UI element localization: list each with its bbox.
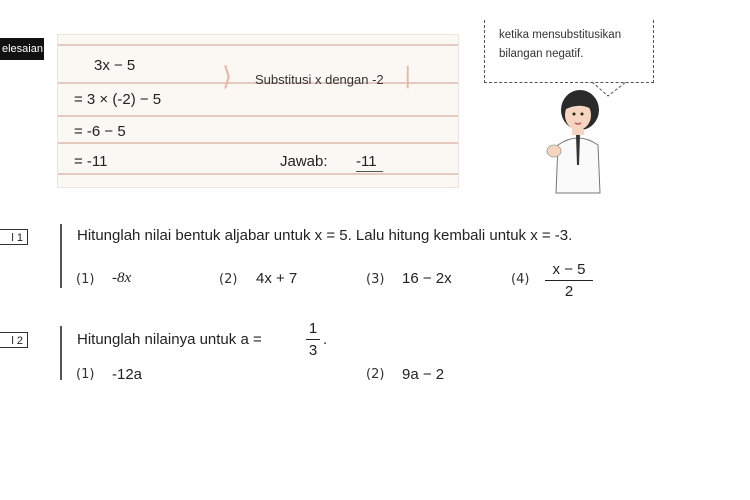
card-rule	[58, 173, 458, 175]
work-line-3: = -6 − 5	[74, 123, 126, 140]
exercise-2-item-1-number: (1)	[76, 367, 95, 382]
worked-example-card	[58, 35, 458, 187]
exercise-1-bar	[60, 224, 62, 288]
exercise-1-item-1-number: (1)	[76, 272, 95, 287]
work-line-1: 3x − 5	[94, 57, 136, 74]
card-rule	[58, 115, 458, 117]
exercise-2-item-1-expr: -12a	[112, 366, 143, 383]
exercise-2-question-suffix: .	[323, 331, 328, 348]
exercise-1-item-4-fraction	[545, 261, 593, 300]
card-rule	[58, 44, 458, 46]
exercise-1-item-3-expr: 16 − 2x	[402, 270, 452, 287]
exercise-1-item-1-expr: -8x	[112, 270, 132, 286]
work-line-4: = -11	[74, 153, 108, 170]
exercise-1-item-3-number: (3)	[366, 272, 385, 287]
speech-bubble	[484, 20, 654, 83]
exercise-1-item-4-number: (4)	[511, 272, 530, 287]
exercise-1-tag: l 1	[0, 229, 28, 245]
fraction-bar	[306, 339, 320, 340]
bubble-line-2: bilangan negatif.	[499, 48, 584, 60]
exercise-1-item-2-expr: 4x + 7	[256, 270, 298, 287]
exercise-2-item-2-number: (2)	[366, 367, 385, 382]
exercise-1-question: Hitunglah nilai bentuk aljabar untuk x = 5. Lalu hitung kembali untuk x = -3.	[77, 227, 573, 244]
work-line-2: = 3 × (-2) − 5	[74, 91, 162, 108]
bubble-line-1: ketika mensubstitusikan	[499, 29, 622, 41]
exercise-2-tag: l 2	[0, 332, 28, 348]
left-bracket-icon: ⟩	[222, 62, 233, 92]
answer-label: Jawab:	[280, 153, 328, 170]
substitution-hint: Substitusi x dengan -2	[255, 72, 384, 87]
fraction-numerator: 1	[308, 320, 318, 337]
exercise-1-item-2-number: (2)	[219, 272, 238, 287]
fraction-bar	[545, 280, 593, 281]
right-bracket-icon: |	[404, 64, 412, 89]
exercise-2-question: Hitunglah nilainya untuk a =	[77, 331, 262, 348]
exercise-2-item-2-expr: 9a − 2	[402, 366, 445, 383]
fraction-denominator: 3	[308, 342, 318, 359]
solution-label: elesaian	[0, 38, 44, 60]
exercise-2-bar	[60, 326, 62, 380]
card-rule	[58, 142, 458, 144]
fraction-numerator: x − 5	[552, 261, 586, 278]
fraction-denominator: 2	[564, 283, 574, 300]
answer-value: -11	[356, 153, 383, 172]
student-illustration	[540, 85, 610, 195]
exercise-2-fraction	[306, 320, 320, 359]
